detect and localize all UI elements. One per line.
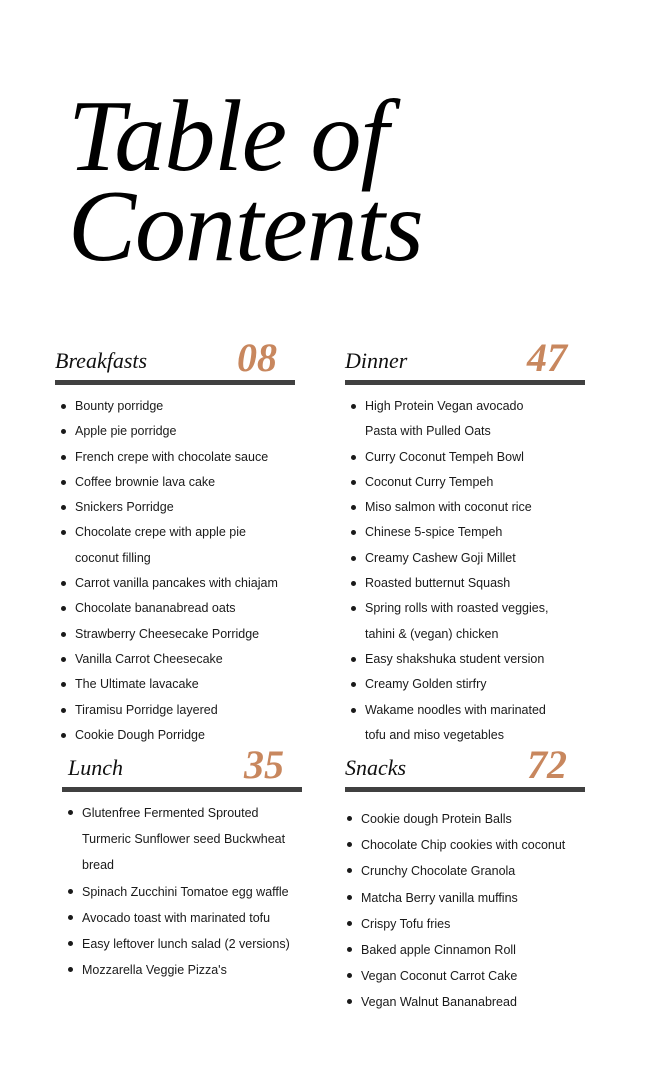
section-page-number: 08 (237, 335, 277, 380)
list-item: High Protein Vegan avocado Pasta with Pulled Oats (345, 394, 540, 445)
list-item: Vegan Walnut Bananabread (345, 989, 585, 1015)
section-divider (345, 380, 585, 385)
section-name: Dinner (345, 348, 408, 373)
section-name: Lunch (68, 755, 123, 780)
list-item: Cookie Dough Porridge (55, 723, 295, 748)
list-item: Carrot vanilla pancakes with chiajam (55, 571, 295, 596)
list-item: Miso salmon with coconut rice (345, 495, 585, 520)
section-name: Snacks (345, 755, 407, 780)
list-item: Mozzarella Veggie Pizza's (62, 957, 302, 983)
list-item: Matcha Berry vanilla muffins (345, 885, 585, 911)
list-item: Vanilla Carrot Cheesecake (55, 647, 295, 672)
section-header (345, 742, 585, 787)
recipe-list (55, 394, 295, 748)
list-item: Chocolate crepe with apple pie coconut filling (55, 520, 260, 571)
page-title (68, 80, 423, 283)
recipe-list (345, 806, 585, 1016)
title-line-2: Contents (68, 170, 423, 283)
list-item: The Ultimate lavacake (55, 672, 295, 697)
list-item: Snickers Porridge (55, 495, 295, 520)
section-divider (62, 787, 302, 792)
section-header (62, 742, 302, 787)
list-item: Easy leftover lunch salad (2 versions) (62, 931, 302, 957)
section-name: Breakfasts (55, 348, 148, 373)
section-header (345, 335, 585, 380)
list-item: Crispy Tofu fries (345, 911, 585, 937)
list-item: Apple pie porridge (55, 419, 295, 444)
list-item: Bounty porridge (55, 394, 295, 419)
section-lunch (62, 742, 302, 983)
section-page-number: 35 (244, 742, 284, 787)
list-item: Spring rolls with roasted veggies, tahini & (vegan) chicken (345, 596, 565, 647)
list-item: Spinach Zucchini Tomatoe egg waffle (62, 879, 302, 905)
list-item: Chocolate Chip cookies with coconut (345, 832, 585, 858)
section-header (55, 335, 295, 380)
list-item: Easy shakshuka student version (345, 647, 585, 672)
title-line-1: Table of (68, 80, 388, 193)
list-item: Coconut Curry Tempeh (345, 470, 585, 495)
list-item: French crepe with chocolate sauce (55, 445, 295, 470)
list-item: Baked apple Cinnamon Roll (345, 937, 585, 963)
list-item: Curry Coconut Tempeh Bowl (345, 445, 585, 470)
section-page-number: 47 (527, 335, 567, 380)
section-divider (345, 787, 585, 792)
section-dinner (345, 335, 585, 748)
list-item: Avocado toast with marinated tofu (62, 905, 302, 931)
list-item: Cookie dough Protein Balls (345, 806, 585, 832)
list-item: Glutenfree Fermented Sprouted Turmeric Sunflower seed Buckwheat bread (62, 800, 292, 879)
list-item: Wakame noodles with marinated tofu and miso vegetables (345, 698, 560, 749)
list-item: Coffee brownie lava cake (55, 470, 295, 495)
list-item: Tiramisu Porridge layered (55, 698, 295, 723)
list-item: Chocolate bananabread oats (55, 596, 295, 621)
list-item: Crunchy Chocolate Granola (345, 858, 585, 884)
list-item: Roasted butternut Squash (345, 571, 585, 596)
section-divider (55, 380, 295, 385)
list-item: Creamy Golden stirfry (345, 672, 585, 697)
section-breakfasts (55, 335, 295, 748)
recipe-list (345, 394, 585, 748)
section-snacks (345, 742, 585, 1016)
list-item: Vegan Coconut Carrot Cake (345, 963, 585, 989)
recipe-list (62, 800, 302, 983)
list-item: Strawberry Cheesecake Porridge (55, 622, 295, 647)
section-page-number: 72 (527, 742, 567, 787)
list-item: Creamy Cashew Goji Millet (345, 546, 585, 571)
list-item: Chinese 5-spice Tempeh (345, 520, 585, 545)
